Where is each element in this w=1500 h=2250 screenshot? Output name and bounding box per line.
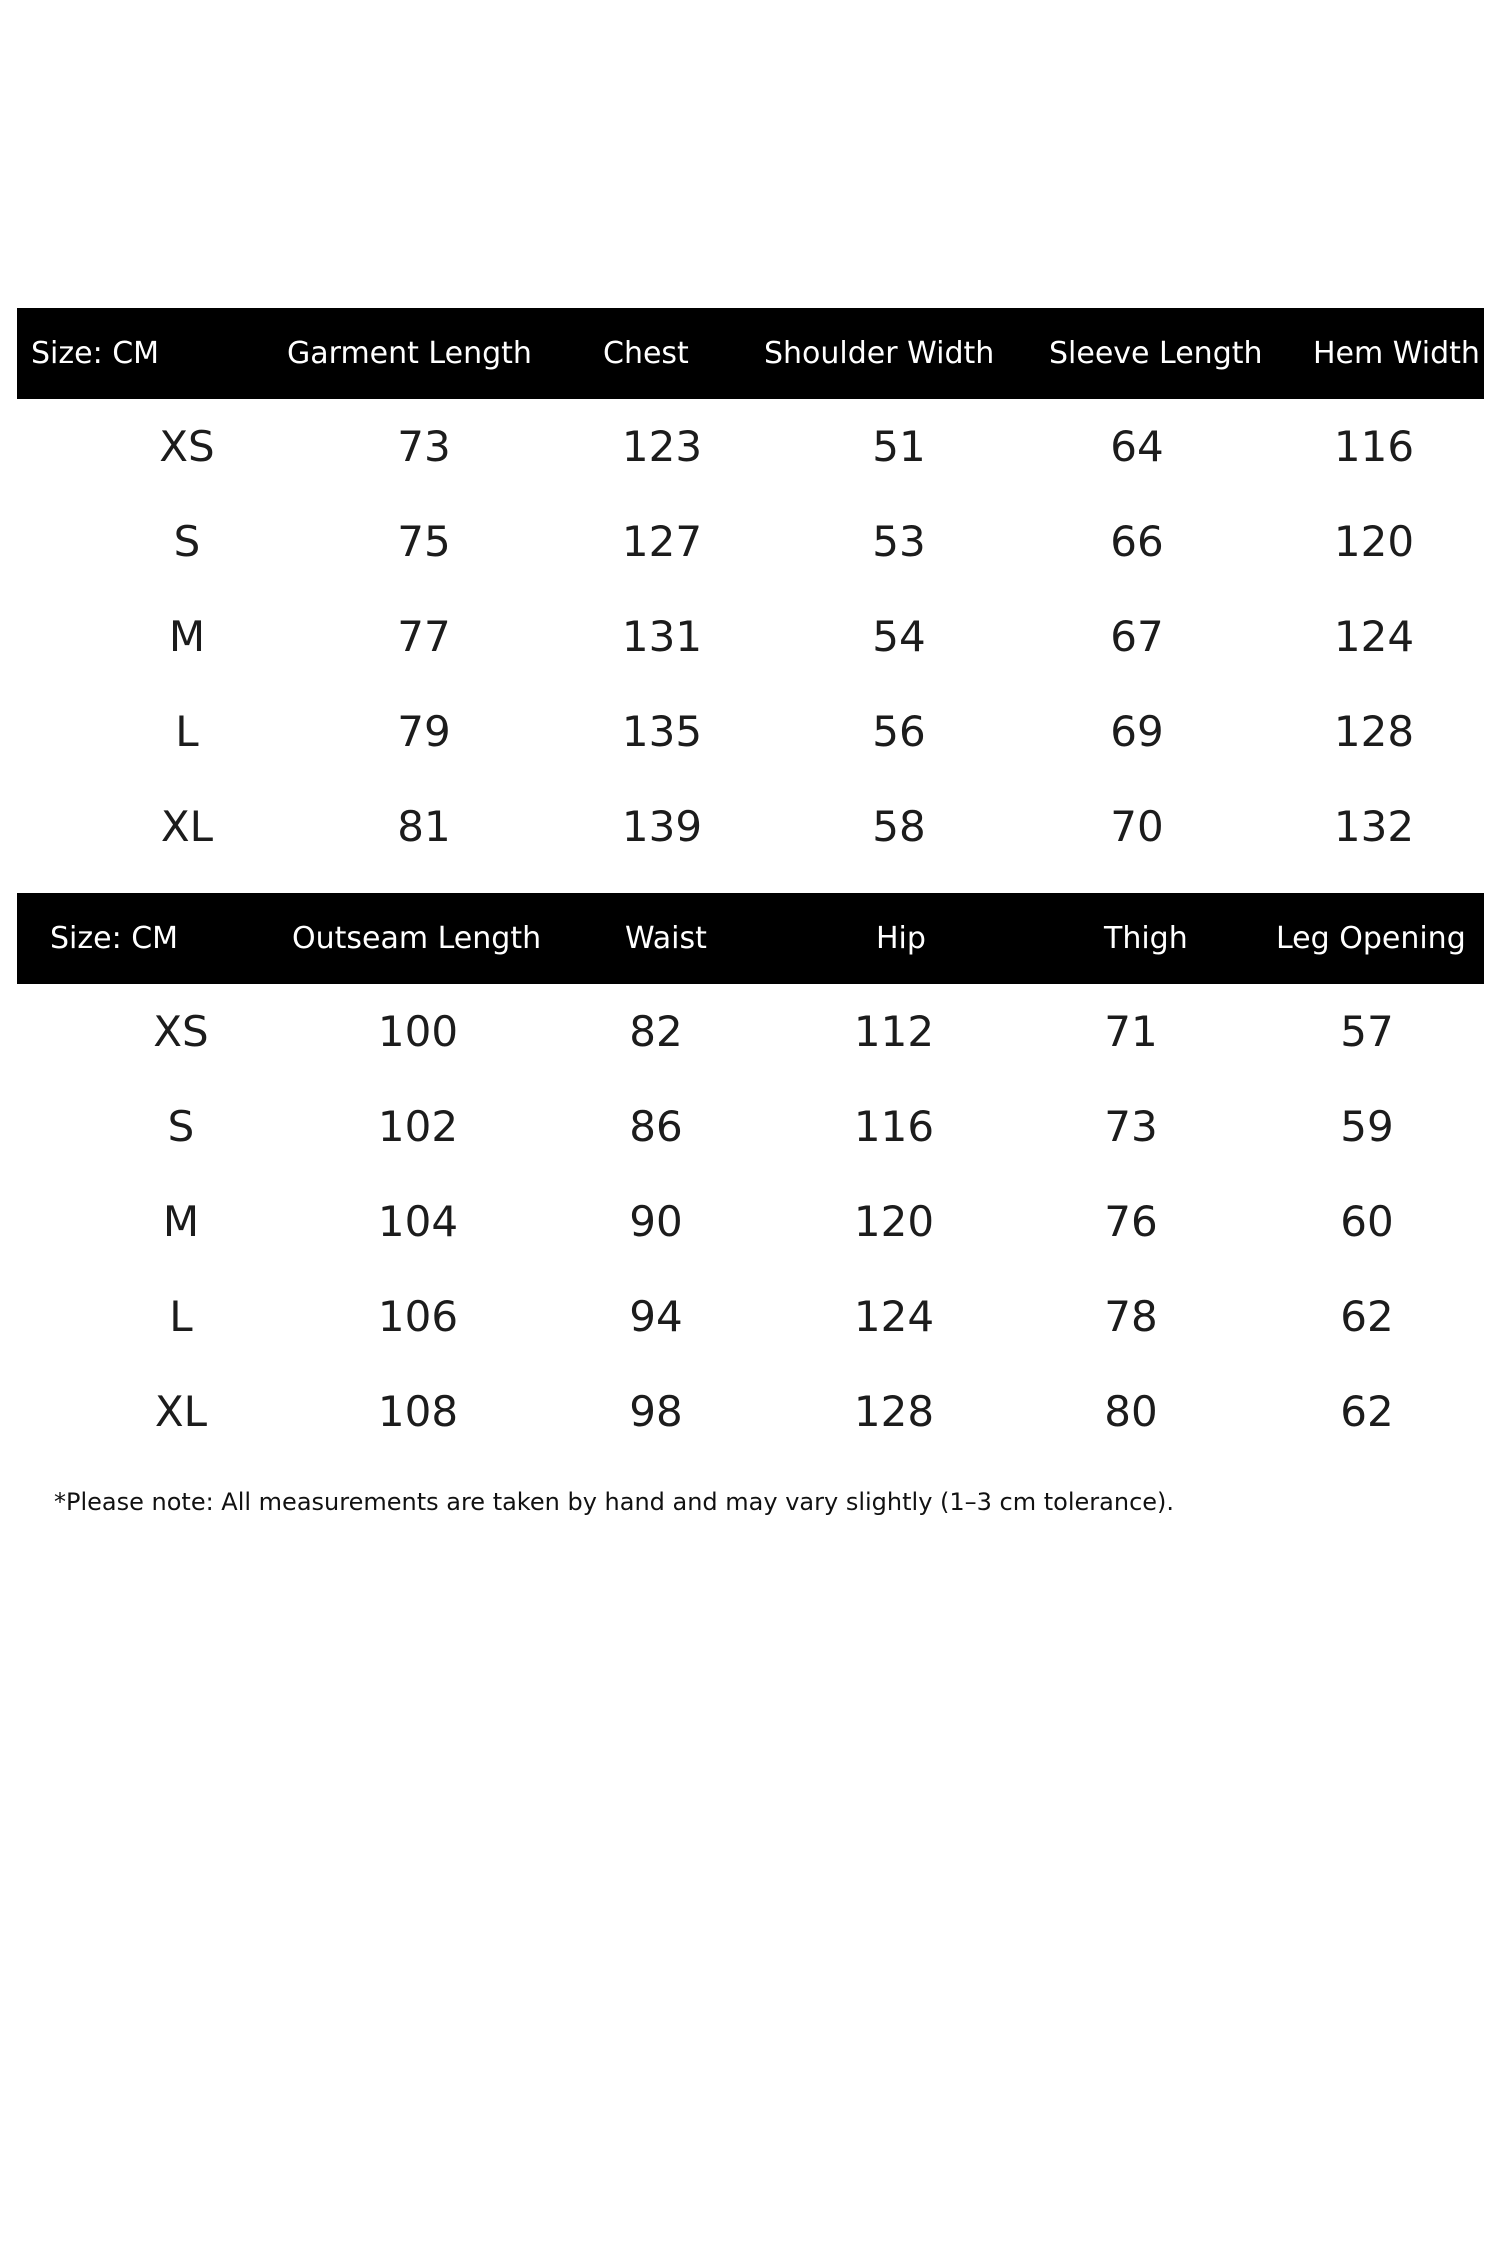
- thigh-cell: 71: [1104, 1007, 1158, 1056]
- shoulder-width-cell: 51: [872, 422, 926, 471]
- size-cell: XL: [160, 802, 214, 851]
- size-cell: XS: [159, 422, 215, 471]
- table-row: [17, 1269, 1484, 1364]
- size-cell: M: [162, 1197, 200, 1246]
- hem-width-cell: 128: [1333, 707, 1415, 756]
- pants-header-hip: Hip: [876, 921, 926, 956]
- waist-cell: 82: [629, 1007, 683, 1056]
- size-cell: L: [169, 1292, 193, 1341]
- measurement-note: *Please note: All measurements are taken by hand and may vary slightly (1–3 cm tolerance).: [54, 1488, 1175, 1516]
- shoulder-width-cell: 54: [872, 612, 926, 661]
- table-row: [17, 399, 1484, 494]
- thigh-cell: 80: [1104, 1387, 1158, 1436]
- size-cell: XS: [153, 1007, 209, 1056]
- garment-length-cell: 79: [397, 707, 451, 756]
- thigh-cell: 78: [1104, 1292, 1158, 1341]
- tops-header-size: Size: CM: [31, 336, 160, 371]
- outseam-length-cell: 104: [377, 1197, 459, 1246]
- garment-length-cell: 73: [397, 422, 451, 471]
- pants-header-size: Size: CM: [50, 921, 179, 956]
- size-cell: M: [168, 612, 206, 661]
- hip-cell: 112: [853, 1007, 935, 1056]
- chest-cell: 123: [621, 422, 703, 471]
- hem-width-cell: 124: [1333, 612, 1415, 661]
- hip-cell: 116: [853, 1102, 935, 1151]
- hip-cell: 124: [853, 1292, 935, 1341]
- hem-width-cell: 132: [1333, 802, 1415, 851]
- hem-width-cell: 116: [1333, 422, 1415, 471]
- leg-opening-cell: 60: [1340, 1197, 1394, 1246]
- garment-length-cell: 81: [397, 802, 451, 851]
- waist-cell: 98: [629, 1387, 683, 1436]
- waist-cell: 86: [629, 1102, 683, 1151]
- size-cell: XL: [154, 1387, 208, 1436]
- garment-length-cell: 75: [397, 517, 451, 566]
- pants-header-waist: Waist: [625, 921, 707, 956]
- table-row: [17, 1174, 1484, 1269]
- tops-header-sleeve-length: Sleeve Length: [1049, 336, 1263, 371]
- tops-header-row: [17, 308, 1484, 399]
- sleeve-length-cell: 64: [1110, 422, 1164, 471]
- size-cell: S: [167, 1102, 195, 1151]
- chest-cell: 135: [621, 707, 703, 756]
- leg-opening-cell: 62: [1340, 1387, 1394, 1436]
- tops-size-table: [17, 308, 1484, 874]
- pants-size-table: [17, 893, 1484, 1459]
- tops-header-chest: Chest: [603, 336, 689, 371]
- tops-header-garment-length: Garment Length: [287, 336, 532, 371]
- tops-header-hem-width: Hem Width: [1313, 336, 1480, 371]
- sleeve-length-cell: 70: [1110, 802, 1164, 851]
- table-row: [17, 984, 1484, 1079]
- garment-length-cell: 77: [397, 612, 451, 661]
- pants-header-outseam-length: Outseam Length: [292, 921, 542, 956]
- outseam-length-cell: 100: [377, 1007, 459, 1056]
- table-row: [17, 1364, 1484, 1459]
- hip-cell: 128: [853, 1387, 935, 1436]
- sleeve-length-cell: 67: [1110, 612, 1164, 661]
- chest-cell: 127: [621, 517, 703, 566]
- outseam-length-cell: 108: [377, 1387, 459, 1436]
- pants-header-thigh: Thigh: [1104, 921, 1188, 956]
- sleeve-length-cell: 69: [1110, 707, 1164, 756]
- hem-width-cell: 120: [1333, 517, 1415, 566]
- shoulder-width-cell: 56: [872, 707, 926, 756]
- thigh-cell: 73: [1104, 1102, 1158, 1151]
- chest-cell: 139: [621, 802, 703, 851]
- thigh-cell: 76: [1104, 1197, 1158, 1246]
- shoulder-width-cell: 58: [872, 802, 926, 851]
- shoulder-width-cell: 53: [872, 517, 926, 566]
- outseam-length-cell: 102: [377, 1102, 459, 1151]
- table-row: [17, 1079, 1484, 1174]
- pants-header-leg-opening: Leg Opening: [1276, 921, 1466, 956]
- size-cell: S: [173, 517, 201, 566]
- size-cell: L: [175, 707, 199, 756]
- leg-opening-cell: 57: [1340, 1007, 1394, 1056]
- chest-cell: 131: [621, 612, 703, 661]
- table-row: [17, 779, 1484, 874]
- leg-opening-cell: 59: [1340, 1102, 1394, 1151]
- tops-header-shoulder-width: Shoulder Width: [764, 336, 995, 371]
- pants-header-row: [17, 893, 1484, 984]
- waist-cell: 90: [629, 1197, 683, 1246]
- outseam-length-cell: 106: [377, 1292, 459, 1341]
- table-row: [17, 589, 1484, 684]
- sleeve-length-cell: 66: [1110, 517, 1164, 566]
- leg-opening-cell: 62: [1340, 1292, 1394, 1341]
- table-row: [17, 494, 1484, 589]
- table-row: [17, 684, 1484, 779]
- hip-cell: 120: [853, 1197, 935, 1246]
- waist-cell: 94: [629, 1292, 683, 1341]
